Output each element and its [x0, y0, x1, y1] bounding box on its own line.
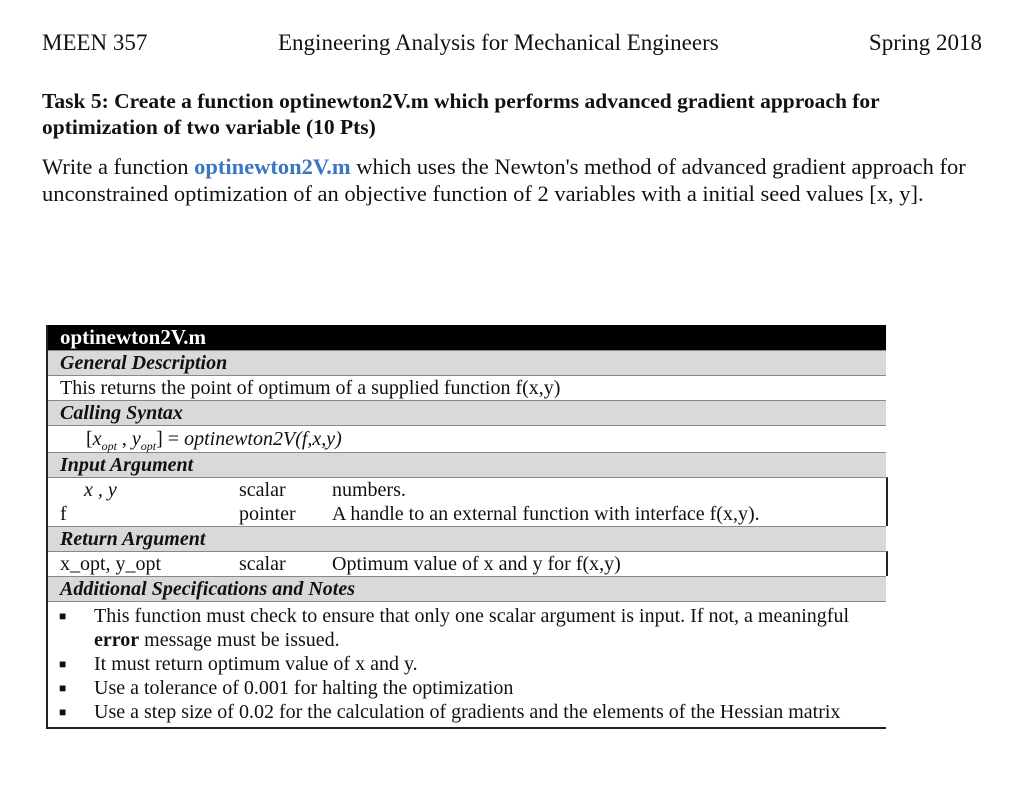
return-name: x_opt, y_opt [60, 553, 162, 575]
input-name: x , y [84, 479, 117, 501]
function-spec-table [46, 325, 886, 729]
function-call: optinewton2V(f,x,y) [184, 428, 342, 450]
task-title: Task 5: Create a function optinewton2V.m which performs advanced gradient approach for optimization of two variable (10 Pts) [42, 89, 880, 139]
task-intro [42, 153, 982, 207]
notes-list [48, 601, 886, 727]
input-type: pointer [239, 503, 296, 525]
note-item: ■ Use a step size of 0.02 for the calculation of gradients and the elements of the Hessian matrix [59, 701, 841, 723]
intro-text-before: Write a function [42, 154, 195, 179]
notes-header: Additional Specifications and Notes [48, 576, 886, 601]
bullet-icon: ■ [59, 681, 67, 695]
error-keyword: error [94, 629, 140, 651]
input-row-f [48, 502, 888, 526]
term: Spring 2018 [868, 30, 982, 55]
spec-file-name: optinewton2V.m [48, 325, 886, 350]
course-code: MEEN 357 [42, 30, 148, 55]
note-item: ■ Use a tolerance of 0.001 for halting the optimization [59, 677, 514, 699]
bullet-icon: ■ [59, 657, 67, 671]
general-description-header: General Description [48, 350, 886, 375]
note-item: ■ It must return optimum value of x and y. [59, 653, 418, 675]
return-argument-header: Return Argument [48, 526, 886, 551]
general-description-text: This returns the point of optimum of a supplied function f(x,y) [48, 375, 886, 400]
note-item: ■ This function must check to ensure that only one scalar argument is input. If not, a meaningful error message must be issued. [59, 605, 849, 651]
course-title: Engineering Analysis for Mechanical Engineers [278, 30, 719, 55]
return-description: Optimum value of x and y for f(x,y) [332, 553, 621, 575]
page-header [42, 30, 982, 64]
intro-text-after: which uses the Newton's method of advanced gradient approach for unconstrained optimization of an objective function of 2 variables with a initial seed values [x, y]. [42, 154, 966, 206]
input-argument-header: Input Argument [48, 452, 886, 477]
calling-syntax-formula: [$x_{opt}$ , $y_{opt}$] = optinewton2V(f,x,y) [48, 425, 886, 452]
input-row-xy [48, 477, 888, 502]
input-description: numbers. [332, 479, 406, 501]
y-opt-symbol: $y_{opt}$ [131, 428, 157, 453]
return-row [48, 551, 888, 576]
input-name: f [60, 503, 67, 525]
bullet-icon: ■ [59, 609, 67, 623]
bullet-icon: ■ [59, 705, 67, 719]
return-type: scalar [239, 553, 286, 575]
calling-syntax-header: Calling Syntax [48, 400, 886, 425]
function-name-link[interactable]: optinewton2V.m [194, 154, 351, 179]
input-type: scalar [239, 479, 286, 501]
input-description: A handle to an external function with interface f(x,y). [332, 503, 760, 525]
x-opt-symbol: $x_{opt}$ [92, 428, 117, 453]
